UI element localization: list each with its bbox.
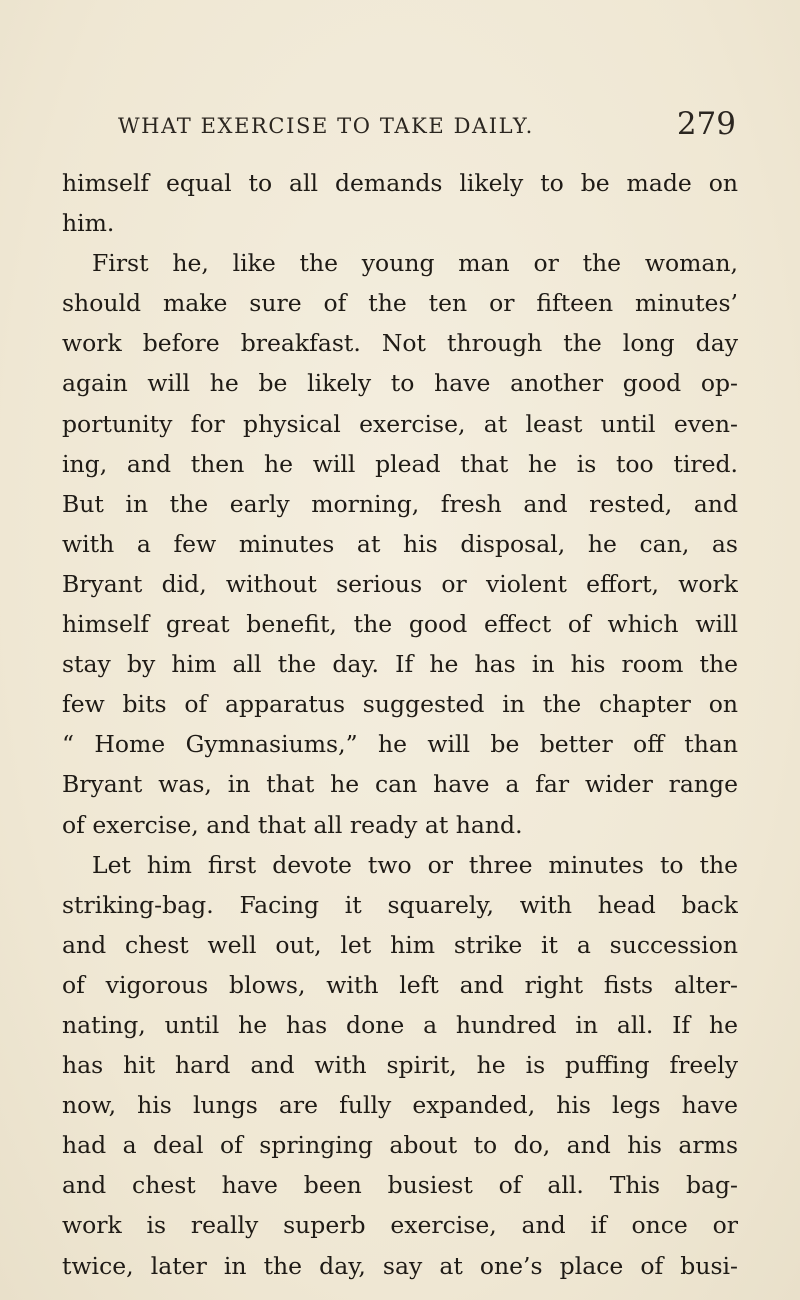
text-line: and chest have been busiest of all. This bag-: [62, 1171, 738, 1200]
text-line: few bits of apparatus suggested in the chapter on: [62, 690, 738, 719]
text-line: of exercise, and that all ready at hand.: [62, 810, 523, 839]
text-line: him.: [62, 209, 115, 238]
body-text: [62, 163, 738, 1286]
text-line: Bryant was, in that he can have a far wider range: [62, 770, 738, 799]
text-line: twice, later in the day, say at one’s place of busi-: [62, 1251, 738, 1280]
page-number: 279: [676, 106, 736, 142]
text-line: Let him first devote two or three minutes to the: [92, 850, 738, 879]
text-line: and chest well out, let him strike it a succession: [62, 930, 738, 959]
text-line: ing, and then he will plead that he is too tired.: [62, 449, 738, 478]
text-line: of vigorous blows, with left and right fists alter-: [62, 970, 738, 999]
text-line: himself equal to all demands likely to be made on: [62, 169, 738, 197]
running-head: [118, 106, 736, 146]
text-line: again will he be likely to have another good op-: [62, 369, 738, 398]
text-line: himself great benefit, the good effect of which will: [62, 610, 738, 639]
text-line: “ Home Gymnasiums,” he will be better off than: [62, 730, 738, 759]
text-line: First he, like the young man or the woman,: [92, 249, 738, 278]
text-line: now, his lungs are fully expanded, his legs have: [62, 1091, 738, 1120]
text-line: But in the early morning, fresh and rested, and: [62, 489, 738, 518]
text-line: striking-bag. Facing it squarely, with head back: [62, 890, 738, 919]
running-title: WHAT EXERCISE TO TAKE DAILY.: [118, 114, 534, 138]
text-line: work is really superb exercise, and if once or: [62, 1211, 738, 1240]
text-line: has hit hard and with spirit, he is puffing freely: [62, 1051, 738, 1080]
text-line: had a deal of springing about to do, and his arms: [62, 1131, 738, 1160]
text-line: should make sure of the ten or fifteen minutes’: [62, 289, 738, 318]
text-line: work before breakfast. Not through the long day: [62, 329, 738, 358]
text-line: portunity for physical exercise, at least until even-: [62, 409, 738, 438]
text-line: Bryant did, without serious or violent effort, work: [62, 569, 738, 598]
text-line: stay by him all the day. If he has in his room the: [62, 650, 738, 679]
text-line: with a few minutes at his disposal, he can, as: [62, 529, 738, 558]
text-line: nating, until he has done a hundred in all. If he: [62, 1010, 738, 1039]
